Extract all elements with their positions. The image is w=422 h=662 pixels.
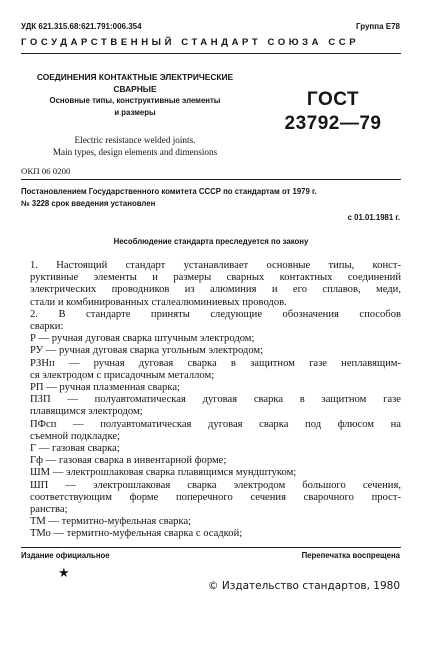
- paragraph-1-line-4: стали и комбинированных сталеалюминиевых проводов.: [30, 296, 287, 308]
- designation-ru: РУ — ручная дуговая сварка угольным электродом;: [30, 345, 264, 357]
- paragraph-1-line-3: электрических проводников из алюминия и его сплавов, меди,: [30, 284, 401, 296]
- paragraph-2-line-2: сварки:: [30, 321, 64, 333]
- designation-g: Г — газовая сварка;: [30, 443, 120, 455]
- title-ru-line2: СВАРНЫЕ: [113, 84, 157, 94]
- designation-rp: РП — ручная плазменная сварка;: [30, 382, 180, 394]
- gost-label: ГОСТ: [306, 89, 360, 110]
- designation-rznp-line-2: ся электродом с присадочным металлом;: [30, 369, 215, 381]
- title-en-line2: Main types, design elements and dimensions: [52, 147, 218, 157]
- designation-pzp-line-2: плавящимся электродом;: [30, 406, 143, 418]
- designation-shm: ШМ — электрошлаковая сварка плавящимся мундштуком;: [30, 467, 297, 479]
- title-ru-line1: СОЕДИНЕНИЯ КОНТАКТНЫЕ ЭЛЕКТРИЧЕСКИЕ: [36, 72, 234, 82]
- designation-pzp-line-1: ПЗП — полуавтоматическая дуговая сварка в защитном газе: [30, 394, 401, 406]
- reprint-notice: Перепечатка воспрещена: [301, 551, 400, 560]
- designation-shp-line-3: ранства;: [30, 504, 68, 516]
- okp-divider: [21, 179, 401, 180]
- footer-divider: [21, 547, 401, 548]
- designation-pfsp-line-1: ПФсп — полуавтоматическая дуговая сварка под флюсом на: [30, 418, 401, 430]
- designation-tm: ТМ — термитно-муфельная сварка;: [30, 516, 192, 528]
- decree-line2: № 3228 срок введения установлен: [21, 199, 156, 208]
- legal-warning: Несоблюдение стандарта преследуется по закону: [113, 237, 309, 246]
- standard-body-text: [30, 260, 401, 541]
- title-english: [30, 134, 240, 158]
- gost-designation: [268, 88, 398, 136]
- designation-rznp-line-1: РЗНп — ручная дуговая сварка в защитном газе неплавящим-: [30, 357, 401, 369]
- gost-number: 23792—79: [284, 113, 382, 134]
- designation-shp-line-1: ШП — электрошлаковая сварка электродом большого сечения,: [30, 479, 401, 491]
- state-standard-heading: ГОСУДАРСТВЕННЫЙ СТАНДАРТ СОЮЗА ССР: [21, 37, 360, 48]
- designation-p: Р — ручная дуговая сварка штучным электродом;: [30, 333, 255, 345]
- group-code: Группа Е78: [355, 22, 400, 31]
- title-ru-sub2: и размеры: [114, 108, 156, 117]
- designation-gf: Гф — газовая сварка в инвентарной форме;: [30, 455, 227, 467]
- paragraph-1-line-1: 1. Настоящий стандарт устанавливает основные типы, конст-: [30, 260, 401, 271]
- edition-label: Издание официальное: [21, 551, 110, 560]
- designation-shp-line-2: соответствующим форме поперечного сечения сварочного прост-: [30, 491, 401, 503]
- copyright-icon: ©: [208, 580, 219, 592]
- title-ru-sub1: Основные типы, конструктивные элементы: [49, 96, 221, 105]
- okp-code: ОКП 06 0200: [21, 166, 71, 176]
- decree-date: с 01.01.1981 г.: [347, 213, 400, 222]
- title-en-line1: Electric resistance welded joints.: [74, 135, 196, 145]
- paragraph-1-line-2: руктивные элементы и размеры сварных контактных соединений: [30, 272, 401, 284]
- header-divider: [21, 53, 401, 54]
- designation-pfsp-line-2: съемной подкладке;: [30, 430, 120, 442]
- decree-line1: Постановлением Государственного комитета СССР по стандартам от 1979 г.: [21, 187, 317, 196]
- designation-tmo: ТМо — термитно-муфельная сварка с осадкой;: [30, 528, 243, 540]
- paragraph-2-line-1: 2. В стандарте приняты следующие обозначения способов: [30, 308, 401, 320]
- udk-code: УДК 621.315.68:621.791:006.354: [21, 22, 142, 31]
- decree-text: [21, 186, 401, 210]
- publisher-text: Издательство стандартов, 1980: [221, 580, 400, 592]
- star-icon: ★: [58, 566, 70, 581]
- title-russian: [30, 71, 240, 119]
- publisher-line: [208, 580, 400, 592]
